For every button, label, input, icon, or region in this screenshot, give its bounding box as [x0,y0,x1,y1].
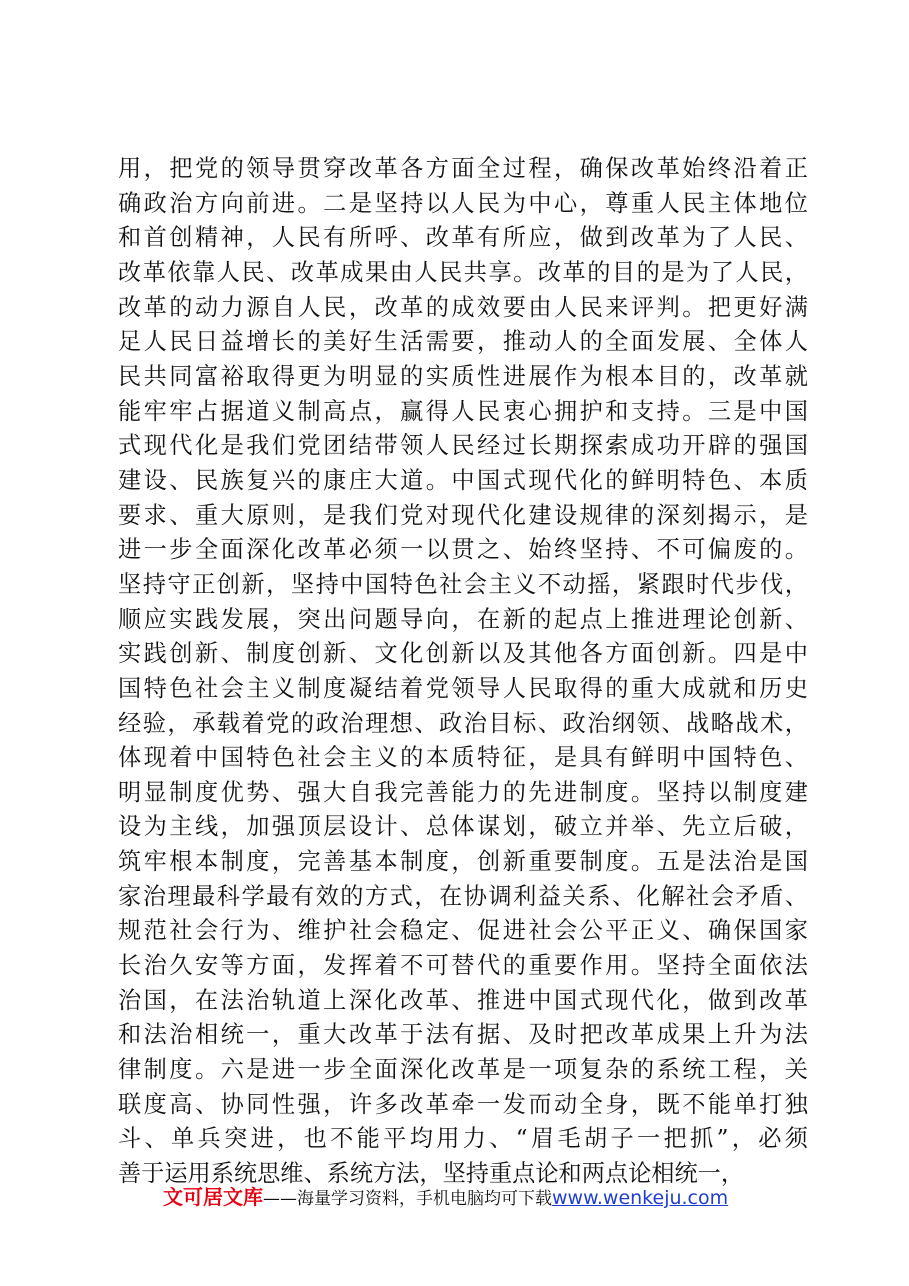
text-line: 确政治方向前进。二是坚持以人民为中心，尊重人民主体地位 [118,189,808,217]
footer-url-link[interactable]: www.wenkeju.com [552,1187,729,1209]
text-line: 体现着中国特色社会主义的本质特征，是具有鲜明中国特色、 [118,744,808,772]
text-line: 长治久安等方面，发挥着不可替代的重要作用。坚持全面依法 [118,952,808,980]
text-line: 要求、重大原则，是我们党对现代化建设规律的深刻揭示，是 [118,501,808,529]
text-line: 用，把党的领导贯穿改革各方面全过程，确保改革始终沿着正 [118,155,808,182]
text-line: 筑牢根本制度，完善基本制度，创新重要制度。五是法治是国 [118,848,808,876]
text-line: 民共同富裕取得更为明显的实质性进展作为根本目的，改革就 [118,362,808,390]
footer-brand: 文可居文库 [163,1185,263,1209]
text-line: 设为主线，加强顶层设计、总体谋划，破立并举、先立后破， [118,813,808,841]
text-line: 进一步全面深化改革必须一以贯之、始终坚持、不可偏废的。 [118,536,808,564]
body-text [118,152,808,1192]
text-line: 改革的动力源自人民，改革的成效要由人民来评判。把更好满 [118,293,808,321]
text-line: 顺应实践发展，突出问题导向，在新的起点上推进理论创新、 [118,605,808,633]
text-line: 斗、单兵突进，也不能平均用力、“眉毛胡子一把抓”，必须 [118,1125,808,1153]
text-line: 治国，在法治轨道上深化改革、推进中国式现代化，做到改革 [118,986,808,1014]
text-line: 足人民日益增长的美好生活需要，推动人的全面发展、全体人 [118,328,808,356]
text-line: 改革依靠人民、改革成果由人民共享。改革的目的是为了人民， [118,258,808,286]
text-line: 实践创新、制度创新、文化创新以及其他各方面创新。四是中 [118,640,808,668]
text-line: 联度高、协同性强，许多改革牵一发而动全身，既不能单打独 [118,1090,808,1118]
text-line: 规范社会行为、维护社会稳定、促进社会公平正义、确保国家 [118,917,808,945]
text-line: 坚持守正创新，坚持中国特色社会主义不动摇，紧跟时代步伐， [118,570,808,598]
text-line: 明显制度优势、强大自我完善能力的先进制度。坚持以制度建 [118,778,808,806]
text-line: 式现代化是我们党团结带领人民经过长期探索成功开辟的强国 [118,432,808,460]
text-line: 家治理最科学最有效的方式，在协调利益关系、化解社会矛盾、 [118,882,808,910]
footer-banner [163,1182,728,1212]
text-line: 律制度。六是进一步全面深化改革是一项复杂的系统工程，关 [118,1056,808,1084]
text-line: 建设、民族复兴的康庄大道。中国式现代化的鲜明特色、本质 [118,466,808,494]
text-line: 国特色社会主义制度凝结着党领导人民取得的重大成就和历史 [118,674,808,702]
text-line: 经验，承载着党的政治理想、政治目标、政治纲领、战略战术， [118,709,808,737]
text-line: 和首创精神，人民有所呼、改革有所应，做到改革为了人民、 [118,224,808,252]
text-line: 善于运用系统思维、系统方法，坚持重点论和两点论相统一， [118,1160,745,1188]
footer-tagline: ——海量学习资料，手机电脑均可下载 [263,1189,552,1209]
text-line: 能牢牢占据道义制高点，赢得人民衷心拥护和支持。三是中国 [118,397,808,425]
text-line: 和法治相统一，重大改革于法有据、及时把改革成果上升为法 [118,1021,808,1049]
